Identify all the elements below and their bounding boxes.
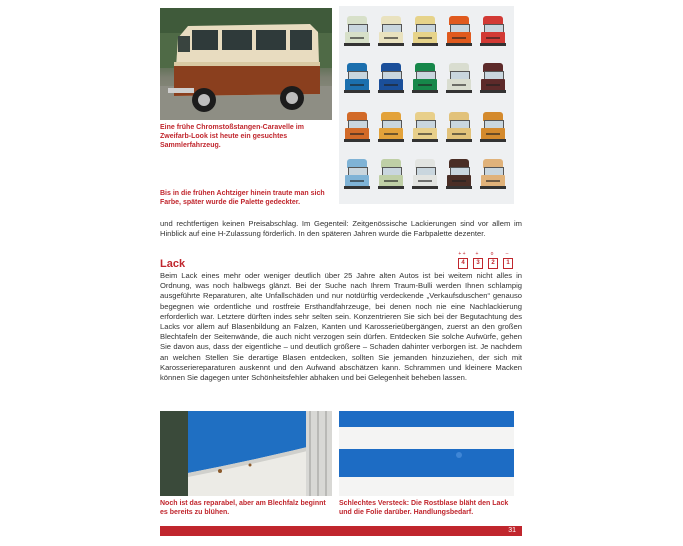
rating-box-2: 2 <box>488 258 498 269</box>
van-color-swatch <box>480 14 506 48</box>
intro-paragraph: und rechtfertigen keinen Preisabschlag. Im Gegenteil: Zeitgenössische Lackierungen sind vor allem im Hinblick auf eine H-Zulassung förderlich. In den späteren Jahren wurde die Farbpalette dezenter. <box>160 219 522 239</box>
stripe-illustration <box>339 411 514 496</box>
van-color-swatch <box>480 110 506 144</box>
photo-two-tone-caravelle <box>160 8 332 120</box>
van-color-swatch <box>378 110 404 144</box>
caption-rust: Noch ist das reparabel, aber am Blechfalz beginnt es bereits zu blühen. <box>160 500 326 516</box>
van-color-swatch <box>446 61 472 95</box>
van-color-swatch <box>378 157 404 191</box>
van-color-swatch <box>344 157 370 191</box>
caption-stripe: Schlechtes Versteck: Die Rostblase bläht den Lack und die Folie darüber. Handlungsbedarf. <box>339 500 509 516</box>
caption-van-photo: Eine frühe Chromstoßstangen-Caravelle im Zweifarb-Look ist heute ein gesuchtes Sammlerfahrzeug. <box>160 124 304 149</box>
section-title: Lack <box>160 258 186 270</box>
footer-bar <box>160 526 522 536</box>
van-color-swatch <box>344 61 370 95</box>
van-color-swatch <box>412 110 438 144</box>
van-color-swatch <box>446 14 472 48</box>
rating-label-4: – <box>505 251 509 257</box>
rating-label-2: + <box>475 251 479 257</box>
section-body-text: Beim Lack eines mehr oder weniger deutlich über 25 Jahre alten Autos ist bei weitem nicht alles in Ordnung, was noch halbwegs glänzt. Bei der Suche nach Ihrem Traum-Bulli werden Ihnen schlampig ausgeführte Reparaturen, alte Unfallschäden und nur notdürftig verdeckende „Verkaufsduschen“ genauso begegnen wie ordentliche und rostfreie Ersthandfahrzeuge, bei denen noch nie eine Nachlackierung erforderlich war. Letztere dürften indes sehr selten sein. Konzentrieren Sie sich bei der Begutachtung des Lacks vor allem auf Blasenbildung an Falzen, Kanten und Karosserieübergängen, zuerst an den großen Blechtafeln der Seitenwände, die auch nicht verzogen sein dürfen. Entdecken Sie solche Aufwürfe, gehen Sie davon aus, dass der eigentliche – und deutlich größere – Schaden dahinter verborgen ist. Je nachdem an welchen Stellen Sie derartige Blasen entdecken, sollten Sie jemanden hinzuziehen, der sich mit Karosseriereparaturen auskennt und den Aufwand abschätzen kann. Schrammen und kleinere Macken können Sie dagegen unter Schönheitsfehler abhaken und bei Gelegenheit beheben lassen. <box>160 271 522 383</box>
van-illustration <box>160 8 332 120</box>
van-color-swatch <box>412 14 438 48</box>
rating-label-1: + + <box>458 251 466 257</box>
van-color-swatch <box>480 157 506 191</box>
rating-box-4: 4 <box>458 258 468 269</box>
van-color-swatch <box>378 61 404 95</box>
rating-label-3: o <box>490 251 494 257</box>
van-color-swatch <box>446 110 472 144</box>
van-color-swatch <box>378 14 404 48</box>
van-color-swatch <box>412 61 438 95</box>
rating-box-1: 1 <box>503 258 513 269</box>
rust-illustration <box>160 411 332 496</box>
page-number: 31 <box>508 527 516 534</box>
van-color-swatch <box>344 110 370 144</box>
caption-palette: Bis in die frühen Achtziger hinein traute man sich Farbe, später wurde die Palette gedeckter. <box>160 190 325 206</box>
color-palette-chart <box>339 6 514 204</box>
rating-box-3: 3 <box>473 258 483 269</box>
van-color-swatch <box>480 61 506 95</box>
van-color-swatch <box>446 157 472 191</box>
photo-blue-stripe <box>339 411 514 496</box>
photo-rust-blister <box>160 411 332 496</box>
van-color-swatch <box>344 14 370 48</box>
van-color-swatch <box>412 157 438 191</box>
